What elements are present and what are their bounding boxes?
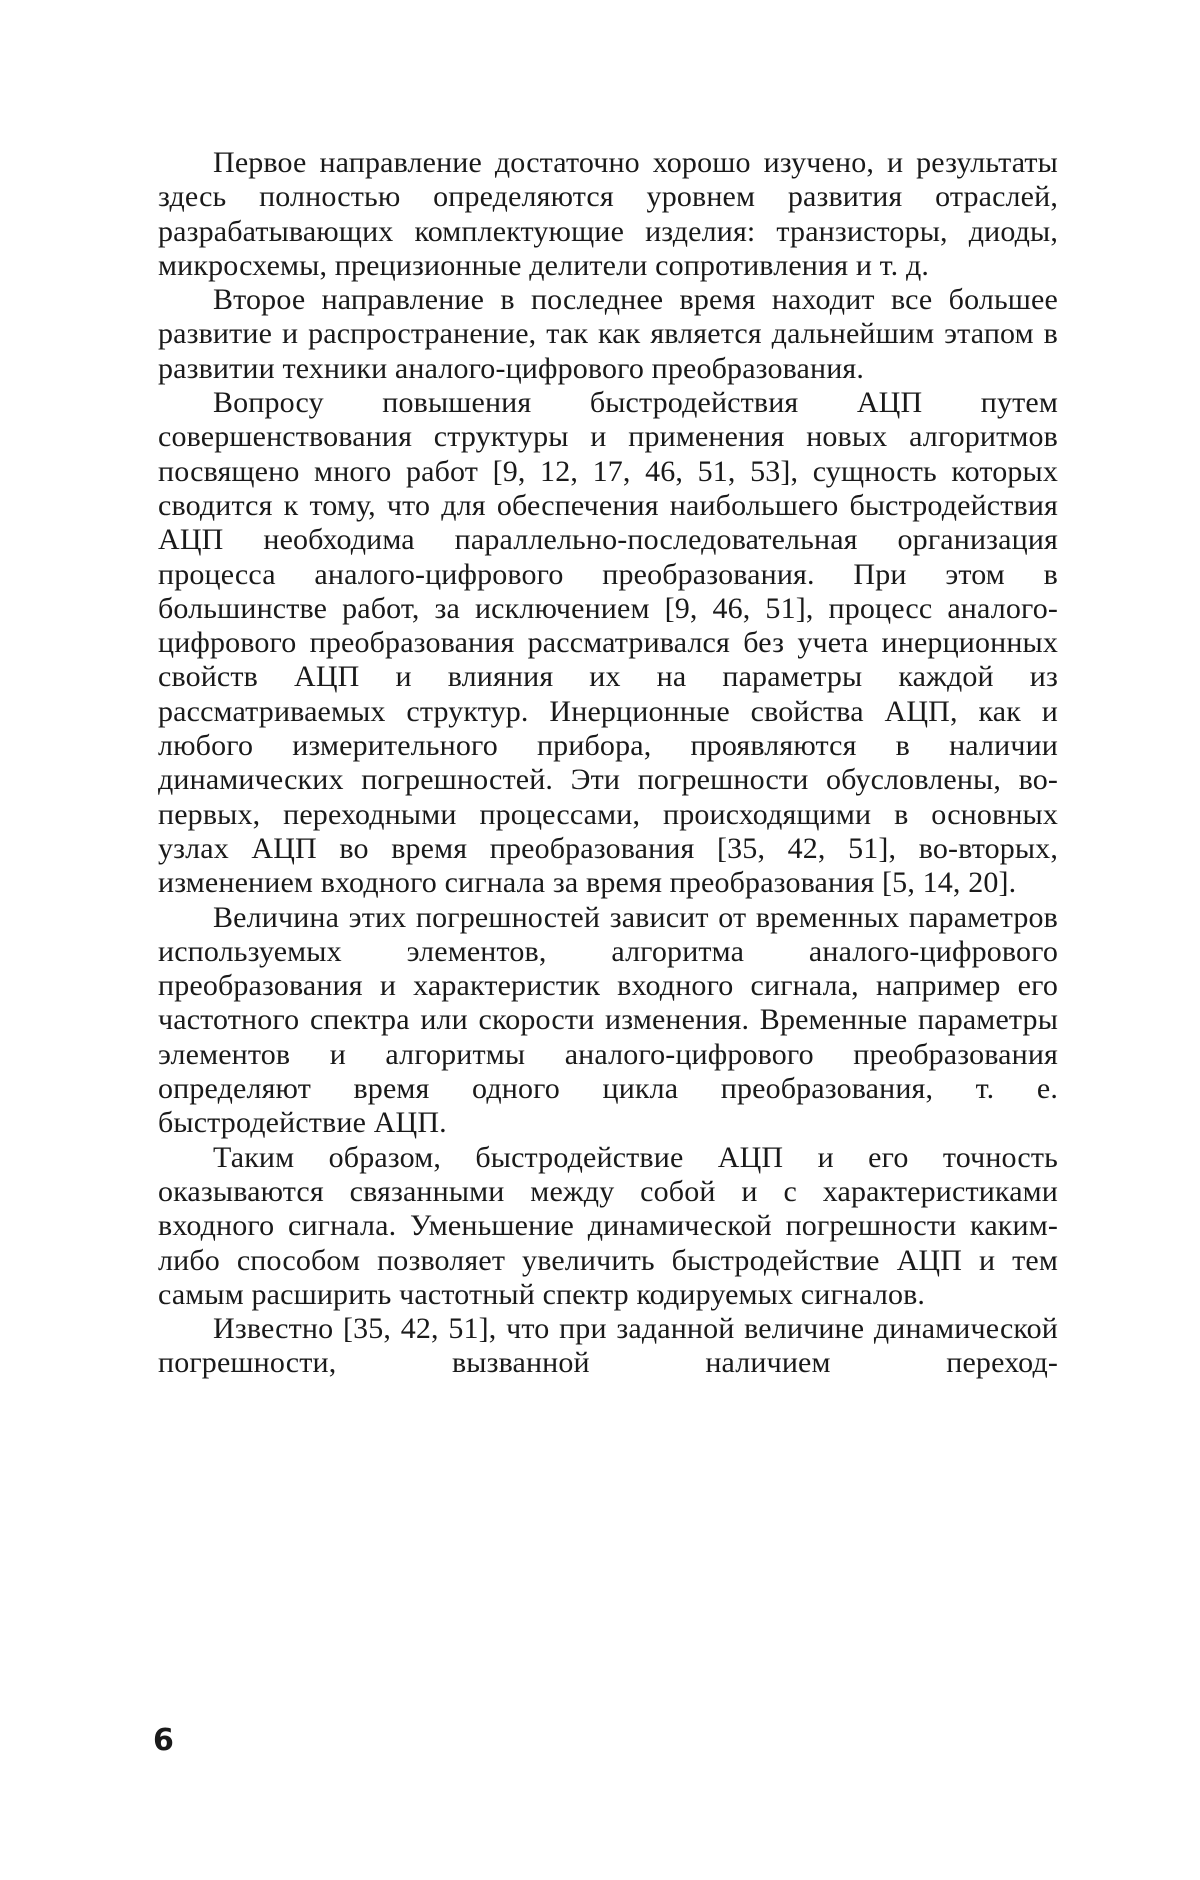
paragraph-5: Таким образом, быстродействие АЦП и его точность оказываются связанными между собой и с характеристиками входного сигнала. Уменьшение динамической погрешности каким-либо способом позволяет увеличить быстродействие АЦП и тем самым расширить частотный спектр кодируемых сигналов. [158,1140,1058,1311]
page-number: 6 [153,1723,174,1758]
paragraph-2: Второе направление в последнее время находит все большее развитие и распространение, так как является дальнейшим этапом в развитии техники аналого-цифрового преобразования. [158,283,1058,385]
paragraph-4: Величина этих погрешностей зависит от временных параметров используемых элементов, алгоритма аналого-цифрового преобразования и характеристик входного сигнала, например его частотного спектра или скорости изменения. Временные параметры элементов и алгоритмы аналого-цифрового преобразования определяют время одного цикла преобразования, т. е. быстродействие АЦП. [158,900,1058,1140]
page-body [158,146,1058,1381]
paragraph-3: Вопросу повышения быстродействия АЦП путем совершенствования структуры и применения новых алгоритмов посвящено много работ [9, 12, 17, 46, 51, 53], сущность которых сводится к тому, что для обеспечения наибольшего быстродействия АЦП необходима параллельно-последовательная организация процесса аналого-цифрового преобразования. При этом в большинстве работ, за исключением [9, 46, 51], процесс аналого-цифрового преобразования рассматривался без учета инерционных свойств АЦП и влияния их на параметры каждой из рассматриваемых структур. Инерционные свойства АЦП, как и любого измерительного прибора, проявляются в наличии динамических погрешностей. Эти погрешности обусловлены, во-первых, переходными процессами, происходящими в основных узлах АЦП во время преобразования [35, 42, 51], во-вторых, изменением входного сигнала за время преобразования [5, 14, 20]. [158,386,1058,900]
paragraph-6: Известно [35, 42, 51], что при заданной величине динамической погрешности, вызванной наличием переход- [158,1312,1058,1380]
paragraph-1: Первое направление достаточно хорошо изучено, и результаты здесь полностью определяются уровнем развития отраслей, разрабатывающих комплектующие изделия: транзисторы, диоды, микросхемы, прецизионные делители сопротивления и т. д. [158,146,1058,282]
